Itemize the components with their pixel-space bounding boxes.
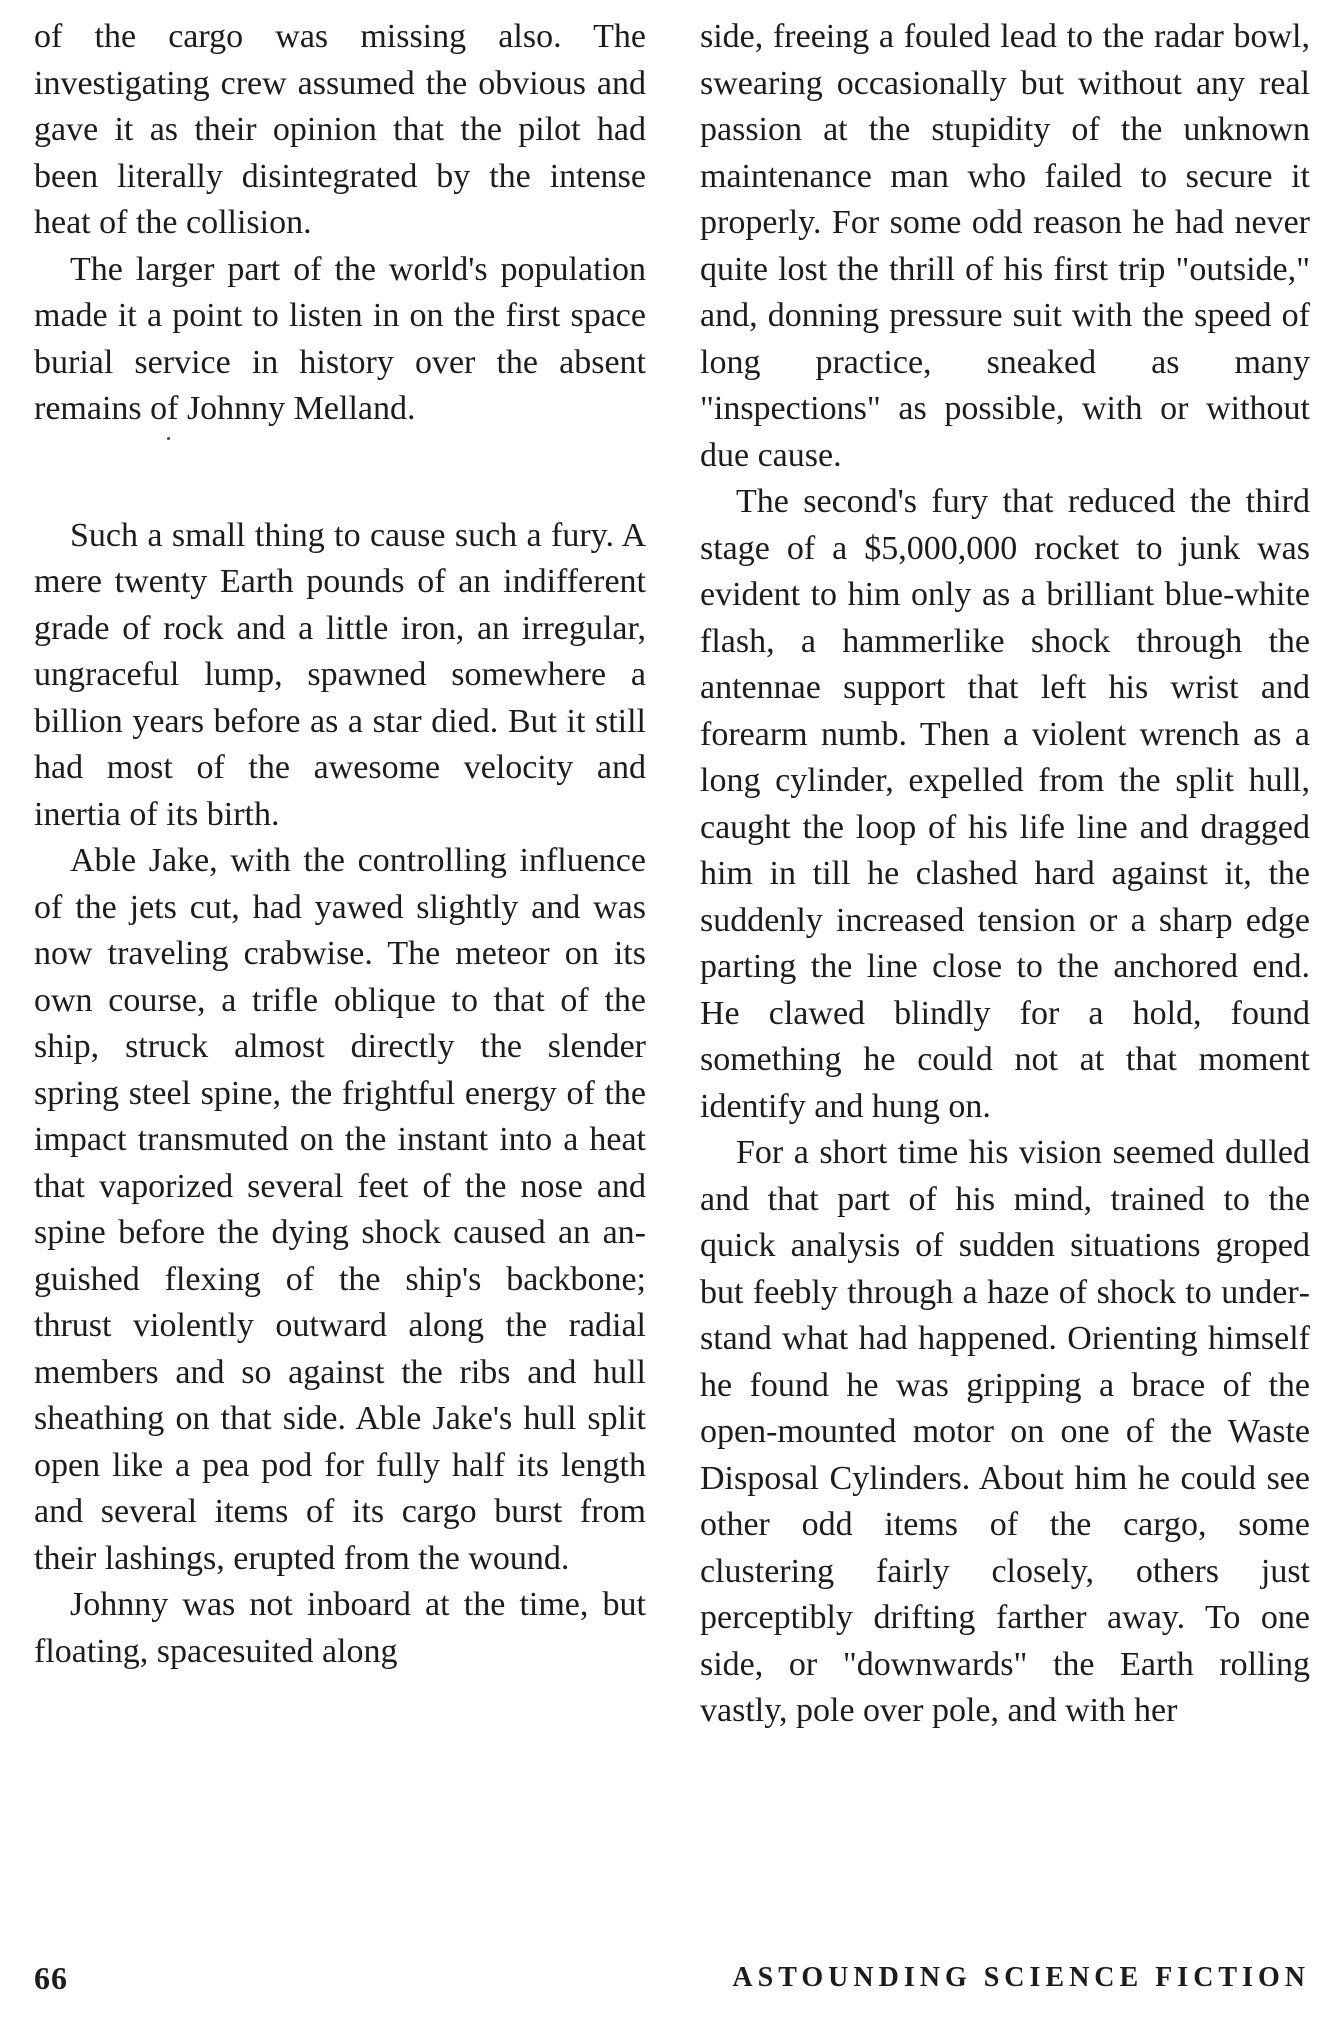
running-footer-title: ASTOUNDING SCIENCE FICTION [732,1962,1310,1993]
paragraph-johnny: Johnny was not inboard at the time, but floating, spacesuited along [34,1586,646,1670]
section-break [34,433,646,513]
section-break-dot [167,437,170,440]
paragraph-continued: of the cargo was missing also. The investigating crew assumed the obvious and gave it as their opinion that the pilot had been literally disintegrated by the intense heat of the collision. [34,18,646,241]
paragraph-vision: For a short time his vision seemed dulled and that part of his mind, trained to the quick analysis of sudden situations groped but feebly through a haze of shock to understand what had happened. Orienting himself he found he was gripping a brace of the open-mounted motor on one of the Waste Disposal Cylinders. About him he could see other odd items of the cargo, some clustering fairly closely, others just perceptibly drifting farther away. To one side, or "downwards" the Earth rolling vastly, pole over pole, and with her [700,1134,1310,1729]
paragraph-flash: The second's fury that reduced the third stage of a $5,000,000 rocket to junk was evident to him only as a brilliant blue-white flash, a hammerlike shock through the antennae support that left his wrist and forearm numb. Then a violent wrench as a long cylinder, expelled from the split hull, caught the loop of his life line and dragged him in till he clashed hard against it, the suddenly increased tension or a sharp edge parting the line close to the anchored end. He clawed blindly for a hold, found something he could not at that moment identify and hung on. [700,483,1310,1125]
right-column [700,14,1310,1735]
paragraph-able-jake: Able Jake, with the controlling influence of the jets cut, had yawed slightly and was now traveling crabwise. The meteor on its own course, a trifle oblique to that of the ship, struck almost directly the slender spring steel spine, the frightful energy of the impact transmuted on the instant into a heat that vaporized several feet of the nose and spine before the dying shock caused an anguished flexing of the ship's backbone; thrust violently outward along the radial members and so against the ribs and hull sheathing on that side. Able Jake's hull split open like a pea pod for fully half its length and several items of its cargo burst from their lashings, erupted from the wound. [34,842,646,1577]
page-number: 66 [34,1960,68,1996]
paragraph-meteor: Such a small thing to cause such a fury. A mere twenty Earth pounds of an indifferent grade of rock and a little iron, an irregular, ungraceful lump, spawned somewhere a billion years before as a star died. But it still had most of the awesome velocity and inertia of its birth. [34,516,646,833]
paragraph-burial: The larger part of the world's population made it a point to listen in on the first space burial service in history over the absent remains of Johnny Melland. [34,250,646,427]
paragraph-radar-bowl: side, freeing a fouled lead to the radar bowl, swearing occasionally but without any real passion at the stupidity of the unknown maintenance man who failed to secure it properly. For some odd reason he had never quite lost the thrill of his first trip "outside," and, donning pressure suit with the speed of long practice, sneaked as many "inspections" as possible, with or without due cause. [700,18,1310,474]
left-column [34,14,646,1675]
